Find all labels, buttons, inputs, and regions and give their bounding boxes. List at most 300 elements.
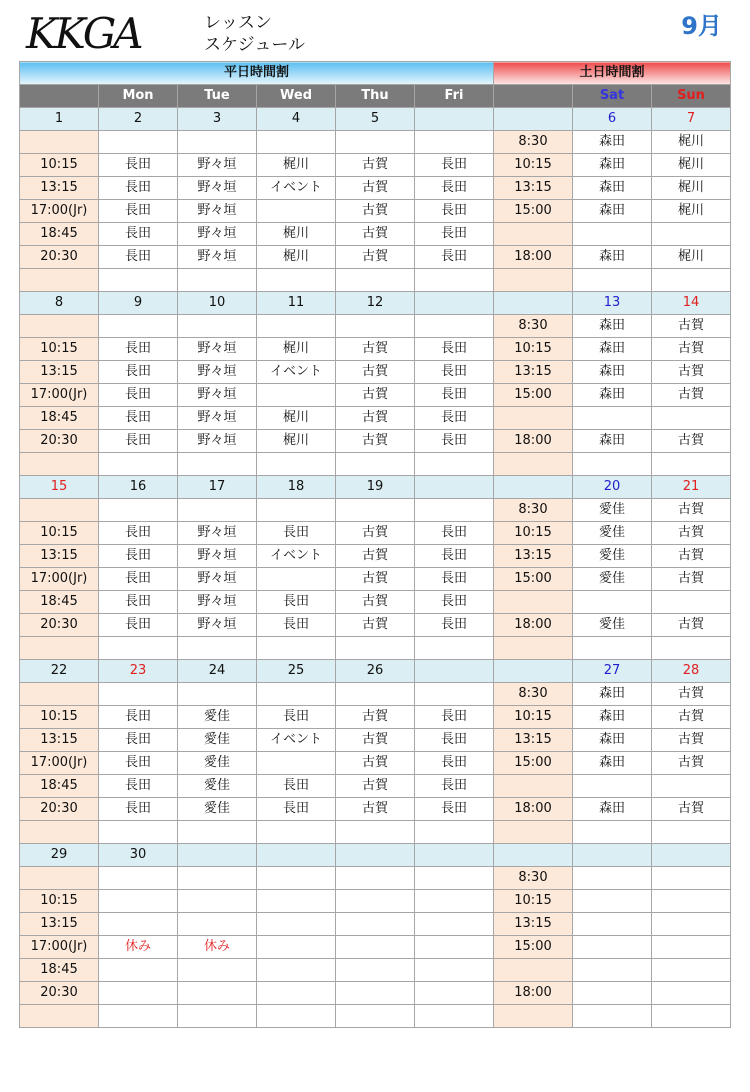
instructor-cell bbox=[652, 1005, 731, 1028]
date-cell bbox=[652, 844, 731, 867]
instructor-cell bbox=[336, 453, 415, 476]
instructor-cell: 古賀 bbox=[652, 315, 731, 338]
schedule-row bbox=[20, 867, 731, 890]
instructor-cell: 梶川 bbox=[652, 177, 731, 200]
instructor-cell bbox=[178, 821, 257, 844]
instructor-cell: 森田 bbox=[573, 798, 652, 821]
time-cell bbox=[494, 407, 573, 430]
instructor-cell bbox=[336, 890, 415, 913]
instructor-cell bbox=[652, 890, 731, 913]
instructor-cell bbox=[178, 637, 257, 660]
instructor-cell: 長田 bbox=[257, 706, 336, 729]
instructor-cell bbox=[573, 959, 652, 982]
instructor-cell bbox=[573, 775, 652, 798]
time-cell: 10:15 bbox=[494, 706, 573, 729]
instructor-cell bbox=[415, 959, 494, 982]
instructor-cell bbox=[652, 407, 731, 430]
instructor-cell: 野々垣 bbox=[178, 177, 257, 200]
instructor-cell: 長田 bbox=[257, 614, 336, 637]
instructor-cell bbox=[257, 936, 336, 959]
instructor-cell: 古賀 bbox=[336, 775, 415, 798]
instructor-cell: 長田 bbox=[415, 545, 494, 568]
instructor-cell bbox=[257, 913, 336, 936]
instructor-cell: イベント bbox=[257, 361, 336, 384]
instructor-cell bbox=[336, 269, 415, 292]
day-header-row bbox=[20, 85, 731, 108]
time-cell bbox=[20, 1005, 99, 1028]
instructor-cell bbox=[336, 821, 415, 844]
instructor-cell bbox=[178, 890, 257, 913]
instructor-cell bbox=[415, 453, 494, 476]
instructor-cell: 長田 bbox=[415, 177, 494, 200]
instructor-cell bbox=[652, 269, 731, 292]
date-cell: 11 bbox=[257, 292, 336, 315]
instructor-cell: イベント bbox=[257, 545, 336, 568]
date-cell bbox=[415, 108, 494, 131]
time-cell: 20:30 bbox=[20, 798, 99, 821]
date-cell: 18 bbox=[257, 476, 336, 499]
title-line-1: レッスン bbox=[204, 13, 272, 33]
instructor-cell: 長田 bbox=[415, 522, 494, 545]
instructor-cell: 休み bbox=[178, 936, 257, 959]
instructor-cell: 長田 bbox=[415, 706, 494, 729]
instructor-cell: 古賀 bbox=[652, 752, 731, 775]
time-cell bbox=[20, 269, 99, 292]
instructor-cell: 長田 bbox=[99, 338, 178, 361]
instructor-cell bbox=[415, 821, 494, 844]
instructor-cell: イベント bbox=[257, 177, 336, 200]
date-cell: 12 bbox=[336, 292, 415, 315]
instructor-cell bbox=[99, 499, 178, 522]
schedule-table bbox=[19, 61, 731, 1028]
instructor-cell: 長田 bbox=[99, 568, 178, 591]
instructor-cell: 古賀 bbox=[652, 545, 731, 568]
instructor-cell bbox=[257, 384, 336, 407]
instructor-cell: 古賀 bbox=[652, 683, 731, 706]
time-cell: 18:45 bbox=[20, 959, 99, 982]
instructor-cell bbox=[415, 499, 494, 522]
time-cell: 20:30 bbox=[20, 982, 99, 1005]
instructor-cell bbox=[257, 499, 336, 522]
instructor-cell bbox=[573, 821, 652, 844]
date-cell: 28 bbox=[652, 660, 731, 683]
instructor-cell bbox=[257, 637, 336, 660]
instructor-cell: 長田 bbox=[415, 384, 494, 407]
schedule-row bbox=[20, 568, 731, 591]
time-cell: 20:30 bbox=[20, 246, 99, 269]
date-cell: 21 bbox=[652, 476, 731, 499]
instructor-cell: 古賀 bbox=[336, 223, 415, 246]
instructor-cell: 長田 bbox=[99, 614, 178, 637]
time-cell: 10:15 bbox=[494, 154, 573, 177]
instructor-cell bbox=[257, 568, 336, 591]
time-cell: 13:15 bbox=[20, 913, 99, 936]
instructor-cell bbox=[415, 890, 494, 913]
instructor-cell bbox=[257, 867, 336, 890]
date-cell bbox=[415, 844, 494, 867]
instructor-cell: 古賀 bbox=[336, 591, 415, 614]
instructor-cell bbox=[257, 683, 336, 706]
schedule-row bbox=[20, 637, 731, 660]
instructor-cell: 長田 bbox=[415, 407, 494, 430]
time-cell bbox=[20, 453, 99, 476]
date-cell bbox=[336, 844, 415, 867]
schedule-row bbox=[20, 177, 731, 200]
instructor-cell: 愛佳 bbox=[178, 798, 257, 821]
instructor-cell: 長田 bbox=[99, 200, 178, 223]
instructor-cell: 長田 bbox=[257, 798, 336, 821]
instructor-cell bbox=[336, 1005, 415, 1028]
time-cell: 18:00 bbox=[494, 430, 573, 453]
instructor-cell bbox=[178, 959, 257, 982]
instructor-cell: 古賀 bbox=[336, 729, 415, 752]
schedule-row bbox=[20, 1005, 731, 1028]
instructor-cell bbox=[178, 269, 257, 292]
date-row bbox=[20, 476, 731, 499]
date-cell bbox=[494, 844, 573, 867]
instructor-cell: 長田 bbox=[415, 752, 494, 775]
instructor-cell: 長田 bbox=[415, 591, 494, 614]
time-cell: 13:15 bbox=[494, 913, 573, 936]
instructor-cell bbox=[573, 637, 652, 660]
time-cell: 13:15 bbox=[494, 361, 573, 384]
instructor-cell: 梶川 bbox=[257, 246, 336, 269]
instructor-cell: 野々垣 bbox=[178, 223, 257, 246]
time-cell bbox=[494, 223, 573, 246]
weekday-section-header: 平日時間割 bbox=[20, 62, 494, 85]
instructor-cell bbox=[415, 982, 494, 1005]
instructor-cell bbox=[99, 131, 178, 154]
instructor-cell: 長田 bbox=[415, 729, 494, 752]
date-row bbox=[20, 108, 731, 131]
instructor-cell: 長田 bbox=[99, 223, 178, 246]
instructor-cell bbox=[257, 982, 336, 1005]
date-cell bbox=[178, 844, 257, 867]
time-cell bbox=[494, 821, 573, 844]
instructor-cell: 野々垣 bbox=[178, 200, 257, 223]
time-cell: 10:15 bbox=[494, 890, 573, 913]
instructor-cell: 古賀 bbox=[336, 430, 415, 453]
instructor-cell bbox=[652, 959, 731, 982]
date-cell: 3 bbox=[178, 108, 257, 131]
instructor-cell: 長田 bbox=[99, 384, 178, 407]
instructor-cell: 森田 bbox=[573, 154, 652, 177]
instructor-cell bbox=[257, 821, 336, 844]
instructor-cell bbox=[336, 867, 415, 890]
instructor-cell: 野々垣 bbox=[178, 361, 257, 384]
instructor-cell bbox=[415, 867, 494, 890]
instructor-cell bbox=[257, 959, 336, 982]
instructor-cell bbox=[573, 913, 652, 936]
instructor-cell bbox=[99, 1005, 178, 1028]
instructor-cell: 古賀 bbox=[336, 177, 415, 200]
instructor-cell: 森田 bbox=[573, 246, 652, 269]
time-cell: 13:15 bbox=[494, 729, 573, 752]
time-cell: 18:45 bbox=[20, 223, 99, 246]
instructor-cell: 長田 bbox=[99, 729, 178, 752]
instructor-cell bbox=[652, 591, 731, 614]
instructor-cell bbox=[573, 407, 652, 430]
instructor-cell bbox=[652, 223, 731, 246]
time-cell bbox=[20, 131, 99, 154]
time-cell bbox=[20, 499, 99, 522]
instructor-cell: 森田 bbox=[573, 430, 652, 453]
schedule-row bbox=[20, 361, 731, 384]
time-cell: 10:15 bbox=[20, 890, 99, 913]
time-cell: 8:30 bbox=[494, 867, 573, 890]
instructor-cell: 野々垣 bbox=[178, 407, 257, 430]
date-cell: 29 bbox=[20, 844, 99, 867]
instructor-cell: 野々垣 bbox=[178, 246, 257, 269]
instructor-cell: 森田 bbox=[573, 706, 652, 729]
day-header-sun: Sun bbox=[652, 85, 731, 108]
date-cell bbox=[494, 292, 573, 315]
instructor-cell bbox=[336, 683, 415, 706]
schedule-row bbox=[20, 545, 731, 568]
instructor-cell: 長田 bbox=[415, 430, 494, 453]
instructor-cell: 長田 bbox=[99, 177, 178, 200]
instructor-cell bbox=[178, 982, 257, 1005]
date-cell bbox=[494, 108, 573, 131]
date-cell: 25 bbox=[257, 660, 336, 683]
instructor-cell: 古賀 bbox=[336, 798, 415, 821]
date-cell: 26 bbox=[336, 660, 415, 683]
schedule-row bbox=[20, 798, 731, 821]
instructor-cell bbox=[178, 499, 257, 522]
schedule-row bbox=[20, 384, 731, 407]
time-cell bbox=[20, 821, 99, 844]
instructor-cell: 梶川 bbox=[652, 246, 731, 269]
instructor-cell: 長田 bbox=[99, 545, 178, 568]
time-cell: 10:15 bbox=[20, 522, 99, 545]
schedule-row bbox=[20, 614, 731, 637]
time-cell bbox=[494, 637, 573, 660]
instructor-cell: 梶川 bbox=[652, 200, 731, 223]
instructor-cell: 古賀 bbox=[336, 246, 415, 269]
instructor-cell: 野々垣 bbox=[178, 338, 257, 361]
instructor-cell: 長田 bbox=[99, 246, 178, 269]
date-cell: 22 bbox=[20, 660, 99, 683]
instructor-cell bbox=[257, 890, 336, 913]
instructor-cell: イベント bbox=[257, 729, 336, 752]
instructor-cell bbox=[415, 683, 494, 706]
date-cell: 4 bbox=[257, 108, 336, 131]
kkga-logo: KKGA bbox=[26, 9, 141, 58]
instructor-cell bbox=[573, 982, 652, 1005]
time-cell: 17:00(Jr) bbox=[20, 752, 99, 775]
instructor-cell bbox=[573, 890, 652, 913]
time-cell: 10:15 bbox=[20, 154, 99, 177]
instructor-cell: 古賀 bbox=[652, 706, 731, 729]
instructor-cell: 長田 bbox=[415, 614, 494, 637]
time-cell bbox=[494, 269, 573, 292]
instructor-cell: 古賀 bbox=[336, 200, 415, 223]
instructor-cell bbox=[336, 982, 415, 1005]
instructor-cell: 古賀 bbox=[652, 361, 731, 384]
time-cell bbox=[494, 591, 573, 614]
instructor-cell: 長田 bbox=[99, 591, 178, 614]
instructor-cell bbox=[336, 959, 415, 982]
instructor-cell bbox=[336, 499, 415, 522]
instructor-cell bbox=[415, 269, 494, 292]
header bbox=[0, 0, 750, 62]
schedule-row bbox=[20, 591, 731, 614]
day-header-blank bbox=[20, 85, 99, 108]
time-cell bbox=[20, 315, 99, 338]
instructor-cell bbox=[652, 821, 731, 844]
instructor-cell bbox=[257, 453, 336, 476]
time-cell: 18:00 bbox=[494, 614, 573, 637]
schedule-row bbox=[20, 982, 731, 1005]
instructor-cell: 野々垣 bbox=[178, 591, 257, 614]
schedule-row bbox=[20, 959, 731, 982]
schedule-row bbox=[20, 246, 731, 269]
instructor-cell: 長田 bbox=[99, 522, 178, 545]
day-header-tue: Tue bbox=[178, 85, 257, 108]
instructor-cell: 古賀 bbox=[652, 430, 731, 453]
time-cell: 15:00 bbox=[494, 200, 573, 223]
date-cell bbox=[573, 844, 652, 867]
instructor-cell: 野々垣 bbox=[178, 430, 257, 453]
instructor-cell: 古賀 bbox=[652, 384, 731, 407]
day-header-fri: Fri bbox=[415, 85, 494, 108]
date-row bbox=[20, 844, 731, 867]
instructor-cell bbox=[415, 131, 494, 154]
time-cell: 15:00 bbox=[494, 752, 573, 775]
instructor-cell bbox=[178, 1005, 257, 1028]
schedule-row bbox=[20, 499, 731, 522]
date-cell: 24 bbox=[178, 660, 257, 683]
instructor-cell: 長田 bbox=[415, 361, 494, 384]
instructor-cell: 古賀 bbox=[336, 752, 415, 775]
instructor-cell bbox=[99, 637, 178, 660]
instructor-cell: 野々垣 bbox=[178, 545, 257, 568]
instructor-cell bbox=[336, 131, 415, 154]
date-cell: 9 bbox=[99, 292, 178, 315]
instructor-cell bbox=[415, 913, 494, 936]
schedule-row bbox=[20, 706, 731, 729]
instructor-cell bbox=[178, 131, 257, 154]
schedule-row bbox=[20, 453, 731, 476]
instructor-cell: 古賀 bbox=[336, 407, 415, 430]
time-cell bbox=[494, 1005, 573, 1028]
title-line-2: スケジュール bbox=[204, 35, 305, 55]
instructor-cell: 長田 bbox=[99, 430, 178, 453]
date-row bbox=[20, 660, 731, 683]
instructor-cell: 古賀 bbox=[652, 499, 731, 522]
time-cell: 20:30 bbox=[20, 614, 99, 637]
instructor-cell: 愛佳 bbox=[178, 752, 257, 775]
instructor-cell: 古賀 bbox=[336, 568, 415, 591]
time-cell bbox=[494, 775, 573, 798]
day-header-mon: Mon bbox=[99, 85, 178, 108]
instructor-cell: 長田 bbox=[257, 522, 336, 545]
instructor-cell: 森田 bbox=[573, 131, 652, 154]
instructor-cell: 長田 bbox=[415, 154, 494, 177]
time-cell: 10:15 bbox=[20, 338, 99, 361]
time-cell: 8:30 bbox=[494, 683, 573, 706]
instructor-cell: 野々垣 bbox=[178, 522, 257, 545]
date-cell: 16 bbox=[99, 476, 178, 499]
date-cell: 6 bbox=[573, 108, 652, 131]
instructor-cell: 梶川 bbox=[257, 407, 336, 430]
instructor-cell: 野々垣 bbox=[178, 614, 257, 637]
schedule-row bbox=[20, 729, 731, 752]
date-cell: 10 bbox=[178, 292, 257, 315]
instructor-cell: 森田 bbox=[573, 384, 652, 407]
instructor-cell: 梶川 bbox=[257, 223, 336, 246]
instructor-cell: 愛佳 bbox=[178, 706, 257, 729]
instructor-cell: 梶川 bbox=[257, 154, 336, 177]
instructor-cell bbox=[573, 269, 652, 292]
instructor-cell bbox=[415, 315, 494, 338]
instructor-cell: 長田 bbox=[257, 591, 336, 614]
instructor-cell bbox=[652, 775, 731, 798]
time-cell: 17:00(Jr) bbox=[20, 936, 99, 959]
schedule-row bbox=[20, 913, 731, 936]
date-row bbox=[20, 292, 731, 315]
date-cell bbox=[494, 660, 573, 683]
instructor-cell: 愛佳 bbox=[573, 614, 652, 637]
instructor-cell bbox=[573, 936, 652, 959]
instructor-cell: 古賀 bbox=[336, 706, 415, 729]
instructor-cell bbox=[178, 683, 257, 706]
instructor-cell bbox=[257, 269, 336, 292]
instructor-cell bbox=[652, 453, 731, 476]
instructor-cell bbox=[99, 890, 178, 913]
instructor-cell: 梶川 bbox=[257, 430, 336, 453]
date-cell: 20 bbox=[573, 476, 652, 499]
instructor-cell: 梶川 bbox=[652, 131, 731, 154]
time-cell: 8:30 bbox=[494, 315, 573, 338]
month-label: 9月 bbox=[681, 12, 722, 40]
date-cell bbox=[415, 660, 494, 683]
time-cell: 13:15 bbox=[20, 177, 99, 200]
time-cell: 10:15 bbox=[494, 338, 573, 361]
date-cell: 23 bbox=[99, 660, 178, 683]
time-cell: 17:00(Jr) bbox=[20, 200, 99, 223]
instructor-cell: 古賀 bbox=[652, 614, 731, 637]
instructor-cell: 古賀 bbox=[336, 361, 415, 384]
instructor-cell: 愛佳 bbox=[573, 568, 652, 591]
instructor-cell bbox=[257, 1005, 336, 1028]
instructor-cell: 古賀 bbox=[652, 522, 731, 545]
schedule-row bbox=[20, 821, 731, 844]
instructor-cell bbox=[336, 936, 415, 959]
date-cell bbox=[415, 292, 494, 315]
instructor-cell: 古賀 bbox=[336, 614, 415, 637]
instructor-cell: 愛佳 bbox=[573, 499, 652, 522]
date-cell: 1 bbox=[20, 108, 99, 131]
instructor-cell bbox=[99, 913, 178, 936]
instructor-cell: 長田 bbox=[415, 246, 494, 269]
instructor-cell bbox=[652, 913, 731, 936]
instructor-cell: 愛佳 bbox=[573, 545, 652, 568]
instructor-cell: 森田 bbox=[573, 361, 652, 384]
schedule-row bbox=[20, 154, 731, 177]
schedule-row bbox=[20, 315, 731, 338]
instructor-cell bbox=[99, 315, 178, 338]
schedule-row bbox=[20, 890, 731, 913]
schedule-row bbox=[20, 683, 731, 706]
instructor-cell: 野々垣 bbox=[178, 568, 257, 591]
time-cell: 15:00 bbox=[494, 568, 573, 591]
instructor-cell: 古賀 bbox=[336, 338, 415, 361]
time-cell: 15:00 bbox=[494, 936, 573, 959]
time-cell: 18:45 bbox=[20, 775, 99, 798]
date-cell bbox=[494, 476, 573, 499]
instructor-cell: 愛佳 bbox=[573, 522, 652, 545]
